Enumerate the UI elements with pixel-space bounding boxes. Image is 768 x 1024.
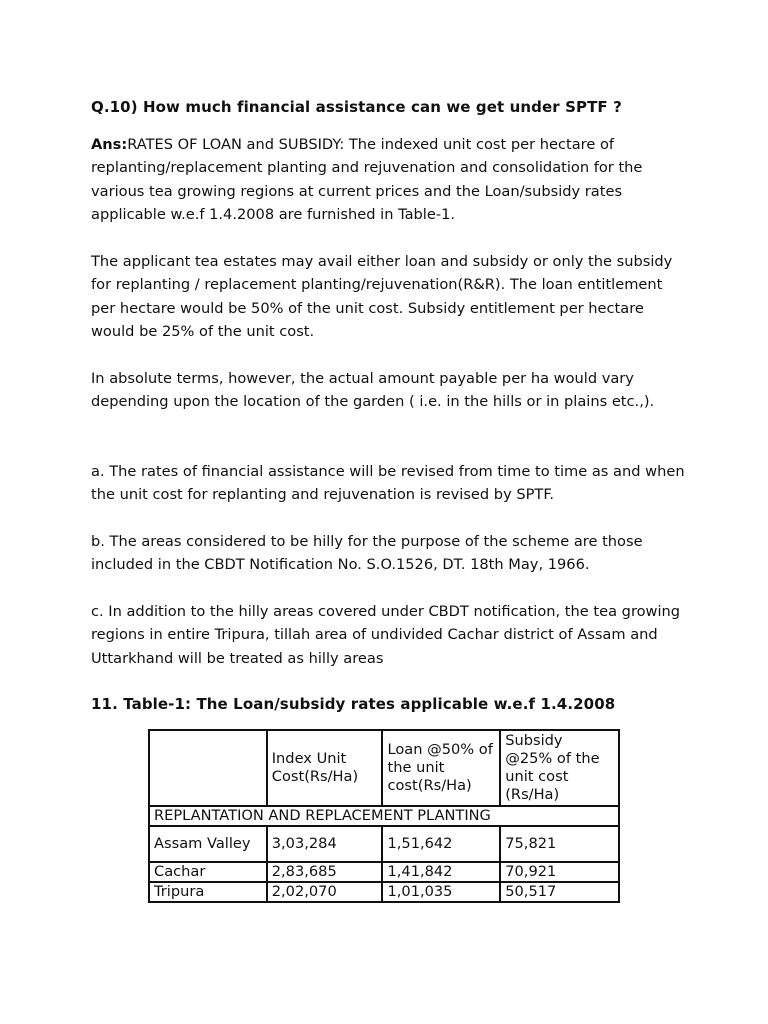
answer-label: Ans: xyxy=(91,136,128,153)
loan-cell: 1,41,842 xyxy=(382,862,500,882)
subsidy-cell: 50,517 xyxy=(500,882,619,902)
header-region xyxy=(149,730,267,806)
header-index-unit-cost: Index Unit Cost(Rs/Ha) xyxy=(267,730,383,806)
table-row xyxy=(149,882,619,902)
table-title: 11. Table-1: The Loan/subsidy rates applicable w.e.f 1.4.2008 xyxy=(91,695,616,713)
paragraph-point-b: b. The areas considered to be hilly for the purpose of the scheme are those included in the CBDT Notification No. S.O.1526, DT. 18th May, 1966. xyxy=(91,533,643,574)
loan-cell: 1,51,642 xyxy=(382,826,500,862)
section-label: REPLANTATION AND REPLACEMENT PLANTING xyxy=(149,806,619,826)
subsidy-cell: 70,921 xyxy=(500,862,619,882)
unit-cost-cell: 2,83,685 xyxy=(267,862,383,882)
rates-table xyxy=(148,729,620,903)
region-cell: Cachar xyxy=(149,862,267,882)
loan-cell: 1,01,035 xyxy=(382,882,500,902)
answer-paragraph xyxy=(91,133,691,226)
table-row xyxy=(149,826,619,862)
header-loan: Loan @50% of the unit cost(Rs/Ha) xyxy=(382,730,500,806)
paragraph-loan-entitlement: The applicant tea estates may avail either loan and subsidy or only the subsidy for replanting / replacement planting/rejuvenation(R&R). The loan entitlement per hectare would be 50% of the unit cost. Subsidy entitlement per hectare would be 25% of the unit cost. xyxy=(91,253,673,340)
header-subsidy: Subsidy @25% of the unit cost (Rs/Ha) xyxy=(500,730,619,806)
question-heading: Q.10) How much financial assistance can we get under SPTF ? xyxy=(91,98,622,116)
region-cell: Assam Valley xyxy=(149,826,267,862)
paragraph-absolute-terms: In absolute terms, however, the actual amount payable per ha would vary depending upon the location of the garden ( i.e. in the hills or in plains etc.,). xyxy=(91,370,655,411)
answer-text: RATES OF LOAN and SUBSIDY: The indexed unit cost per hectare of replanting/replacement planting and rejuvenation and consolidation for the various tea growing regions at current prices and the Loan/subsidy rates applicable w.e.f 1.4.2008 are furnished in Table-1. xyxy=(91,136,643,223)
unit-cost-cell: 3,03,284 xyxy=(267,826,383,862)
table-row xyxy=(149,862,619,882)
unit-cost-cell: 2,02,070 xyxy=(267,882,383,902)
subsidy-cell: 75,821 xyxy=(500,826,619,862)
table-section-row xyxy=(149,806,619,826)
region-cell: Tripura xyxy=(149,882,267,902)
table-header-row xyxy=(149,730,619,806)
paragraph-point-c: c. In addition to the hilly areas covered under CBDT notification, the tea growing regions in entire Tripura, tillah area of undivided Cachar district of Assam and Uttarkhand will be treated as hilly areas xyxy=(91,603,681,667)
paragraph-point-a: a. The rates of financial assistance will be revised from time to time as and when the unit cost for replanting and rejuvenation is revised by SPTF. xyxy=(91,463,685,504)
